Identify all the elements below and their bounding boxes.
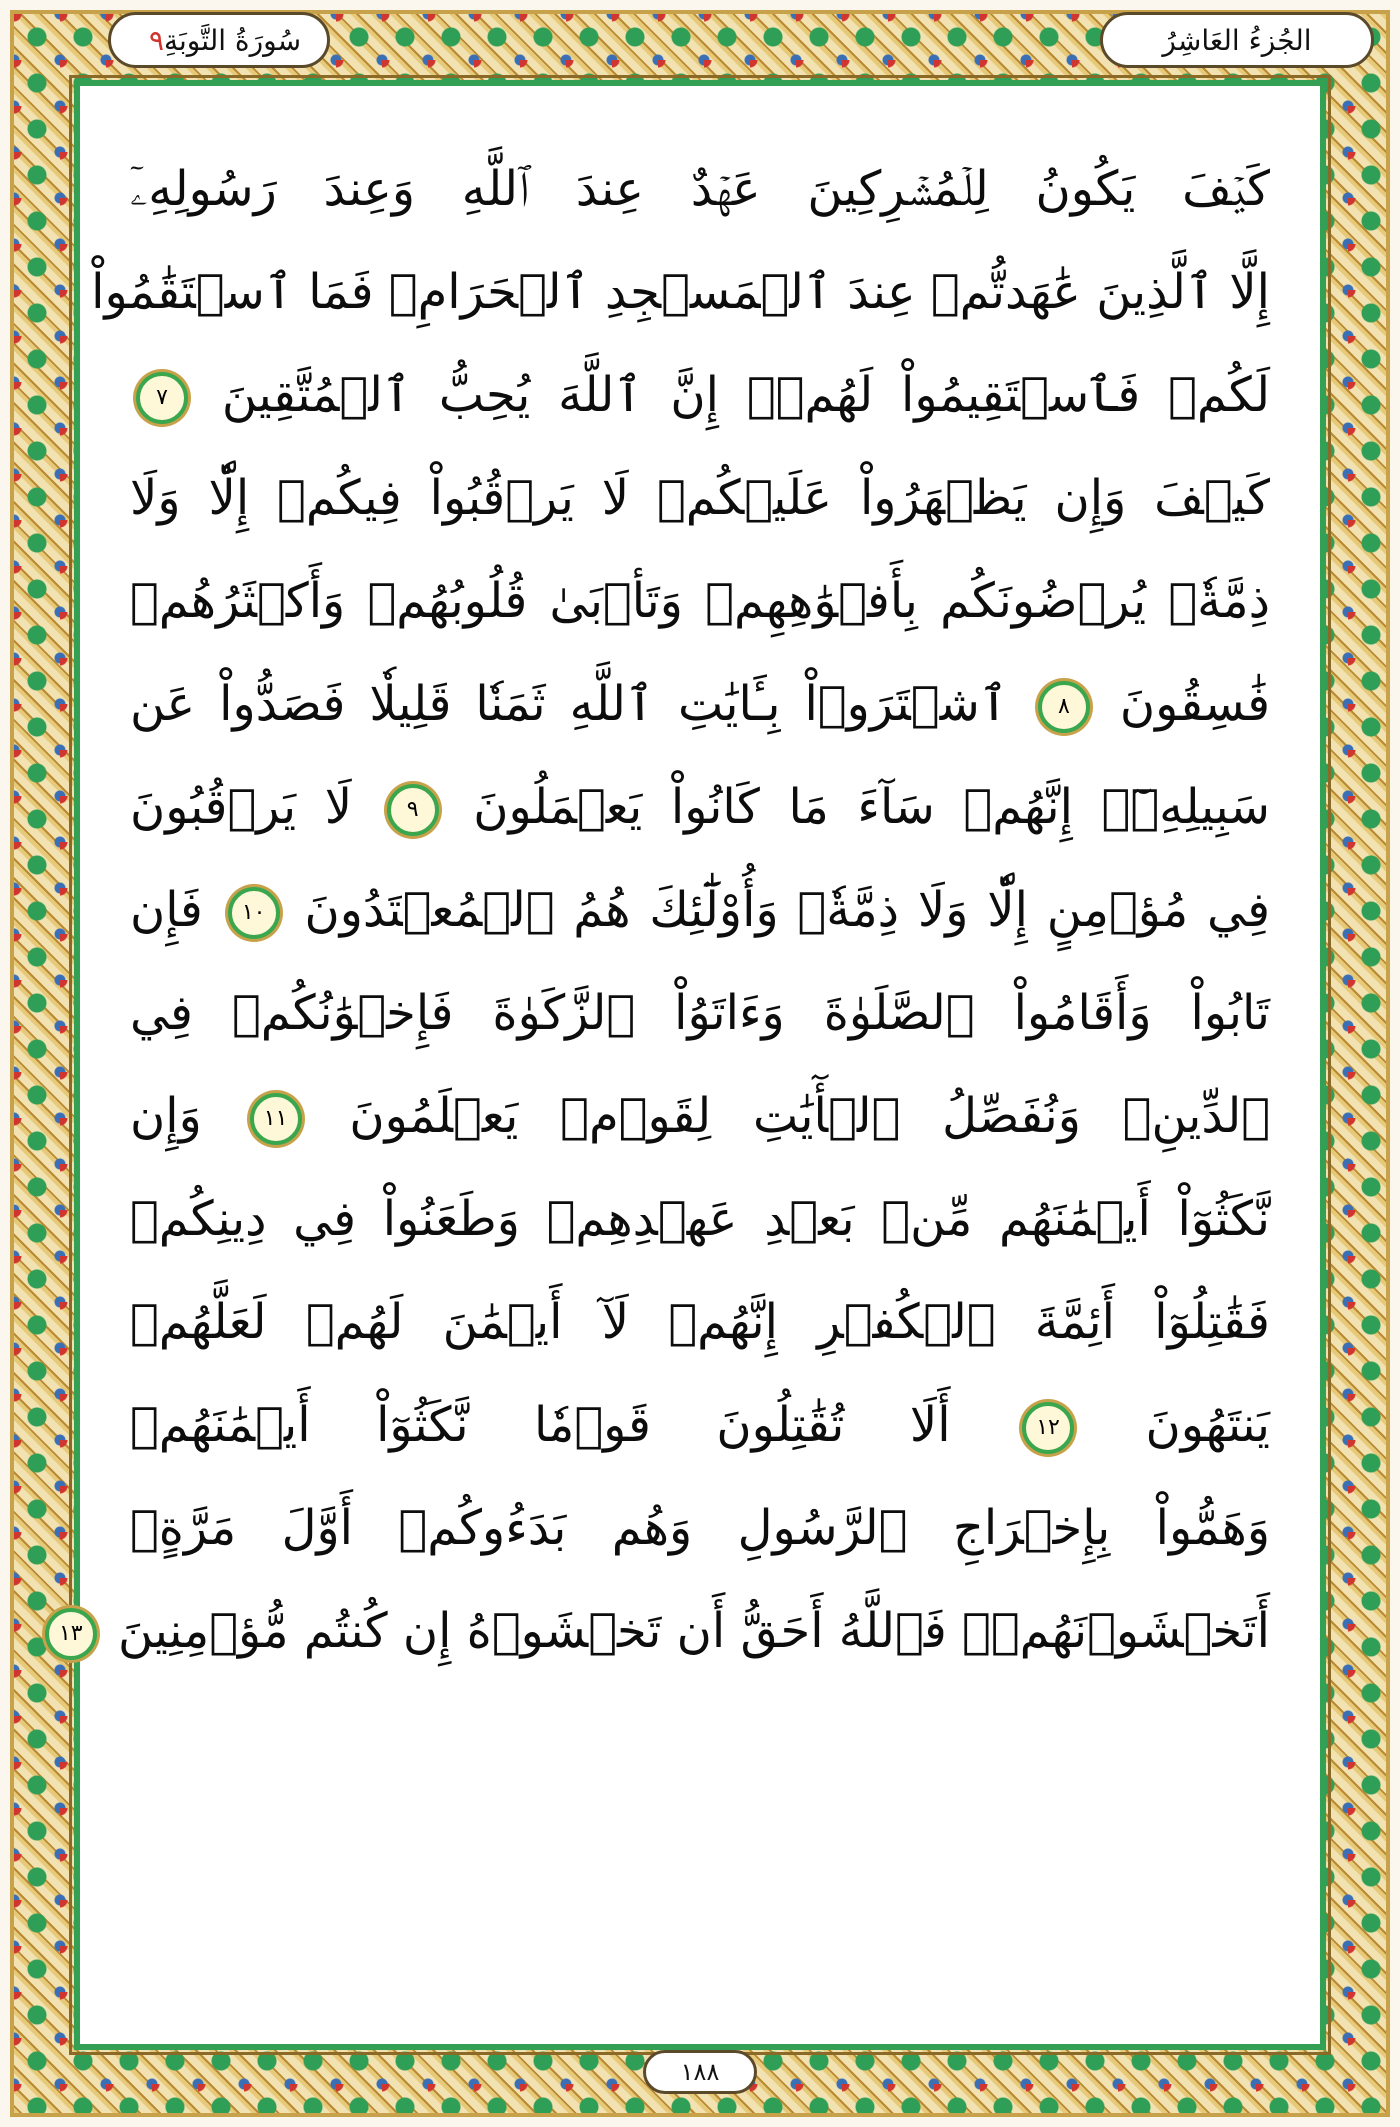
verse-line [58, 1577, 1270, 1680]
verse-line [130, 547, 1270, 650]
verse-text: نَّكَثُوٓاْ أَيۡمَٰنَهُم مِّنۢ بَعۡدِ عَهۡدِهِمۡ وَطَعَنُواْ فِي دِينِكُمۡ [130, 1191, 1270, 1247]
verse-text: كَيۡفَ يَكُونُ لِلۡمُشۡرِكِينَ عَهۡدٌ عِندَ ٱللَّهِ وَعِندَ رَسُولِهِۦٓ [130, 161, 1270, 217]
ayah-number-marker: ٧ [136, 372, 188, 424]
verse-line [130, 650, 1270, 753]
verse-text: وَإِن [130, 1088, 202, 1144]
verse-line [130, 856, 1270, 959]
verse-line [130, 1371, 1270, 1474]
verse-line [130, 341, 1270, 444]
ayah-number-marker: ١٣ [45, 1608, 97, 1660]
ayah-number-marker: ٩ [387, 784, 439, 836]
verse-line [130, 1165, 1270, 1268]
verse-text: أَلَا تُقَٰتِلُونَ قَوۡمٗا نَّكَثُوٓاْ أَيۡمَٰنَهُمۡ [130, 1397, 951, 1453]
verse-text: إِلَّا ٱلَّذِينَ عَٰهَدتُّمۡ عِندَ ٱلۡمَسۡجِدِ ٱلۡحَرَامِۖ فَمَا ٱسۡتَقَٰمُواْ [91, 264, 1270, 320]
surah-number: ٩ [148, 23, 164, 57]
verse-text: فَإِن [130, 882, 203, 938]
ayah-number-marker: ١١ [250, 1093, 302, 1145]
ayah-number-marker: ٨ [1038, 681, 1090, 733]
surah-title: سُورَةُ التَّوبَةِ [164, 23, 302, 57]
verse-text: وَهَمُّواْ بِإِخۡرَاجِ ٱلرَّسُولِ وَهُم بَدَءُوكُمۡ أَوَّلَ مَرَّةٍۚ [130, 1500, 1270, 1556]
verse-text: سَبِيلِهِۦٓۚ إِنَّهُمۡ سَآءَ مَا كَانُواْ يَعۡمَلُونَ [473, 779, 1270, 835]
juz-label [1100, 12, 1374, 68]
page-number-value: ١٨٨ [680, 2058, 720, 2086]
verse-text: كَيۡفَ وَإِن يَظۡهَرُواْ عَلَيۡكُمۡ لَا يَرۡقُبُواْ فِيكُمۡ إِلّٗا وَلَا [130, 470, 1270, 526]
verse-text: تَابُواْ وَأَقَامُواْ ٱلصَّلَوٰةَ وَءَاتَوُاْ ٱلزَّكَوٰةَ فَإِخۡوَٰنُكُمۡ فِي [130, 985, 1270, 1041]
verse-line [130, 444, 1270, 547]
juz-title: الجُزءُ العَاشِرُ [1162, 23, 1312, 57]
verse-text: لَكُمۡ فَٱسۡتَقِيمُواْ لَهُمۡۚ إِنَّ ٱللَّهَ يُحِبُّ ٱلۡمُتَّقِينَ [221, 367, 1270, 423]
verse-line [130, 135, 1270, 238]
verse-text: ذِمَّةٗۚ يُرۡضُونَكُم بِأَفۡوَٰهِهِمۡ وَتَأۡبَىٰ قُلُوبُهُمۡ وَأَكۡثَرُهُمۡ [130, 573, 1270, 629]
verse-line [130, 753, 1270, 856]
surah-label [108, 12, 330, 68]
verse-line [130, 1268, 1270, 1371]
verse-text: فَقَٰتِلُوٓاْ أَئِمَّةَ ٱلۡكُفۡرِ إِنَّهُمۡ لَآ أَيۡمَٰنَ لَهُمۡ لَعَلَّهُمۡ [130, 1294, 1270, 1350]
verse-line [130, 959, 1270, 1062]
page-text [58, 135, 1271, 1995]
verse-text: أَتَخۡشَوۡنَهُمۡۚ فَٱللَّهُ أَحَقُّ أَن تَخۡشَوۡهُ إِن كُنتُم مُّؤۡمِنِينَ [118, 1603, 1270, 1659]
verse-text: ٱشۡتَرَوۡاْ بِـَٔايَٰتِ ٱللَّهِ ثَمَنٗا قَلِيلٗا فَصَدُّواْ عَن [130, 676, 1008, 732]
ayah-number-marker: ١٠ [228, 887, 280, 939]
verse-text: فَٰسِقُونَ [1119, 676, 1271, 732]
verse-text: لَا يَرۡقُبُونَ [130, 779, 353, 835]
verse-line [130, 1062, 1270, 1165]
verse-text: فِي مُؤۡمِنٍ إِلّٗا وَلَا ذِمَّةٗۚ وَأُوْلَٰٓئِكَ هُمُ ٱلۡمُعۡتَدُونَ [304, 882, 1271, 938]
page-number [643, 2050, 757, 2094]
ayah-number-marker: ١٢ [1022, 1402, 1074, 1454]
text-lines [58, 135, 1271, 1680]
verse-line [130, 1474, 1270, 1577]
verse-line [91, 238, 1270, 341]
verse-text: ٱلدِّينِۗ وَنُفَصِّلُ ٱلۡأٓيَٰتِ لِقَوۡمٖ يَعۡلَمُونَ [349, 1088, 1271, 1144]
verse-text: يَنتَهُونَ [1145, 1397, 1271, 1453]
